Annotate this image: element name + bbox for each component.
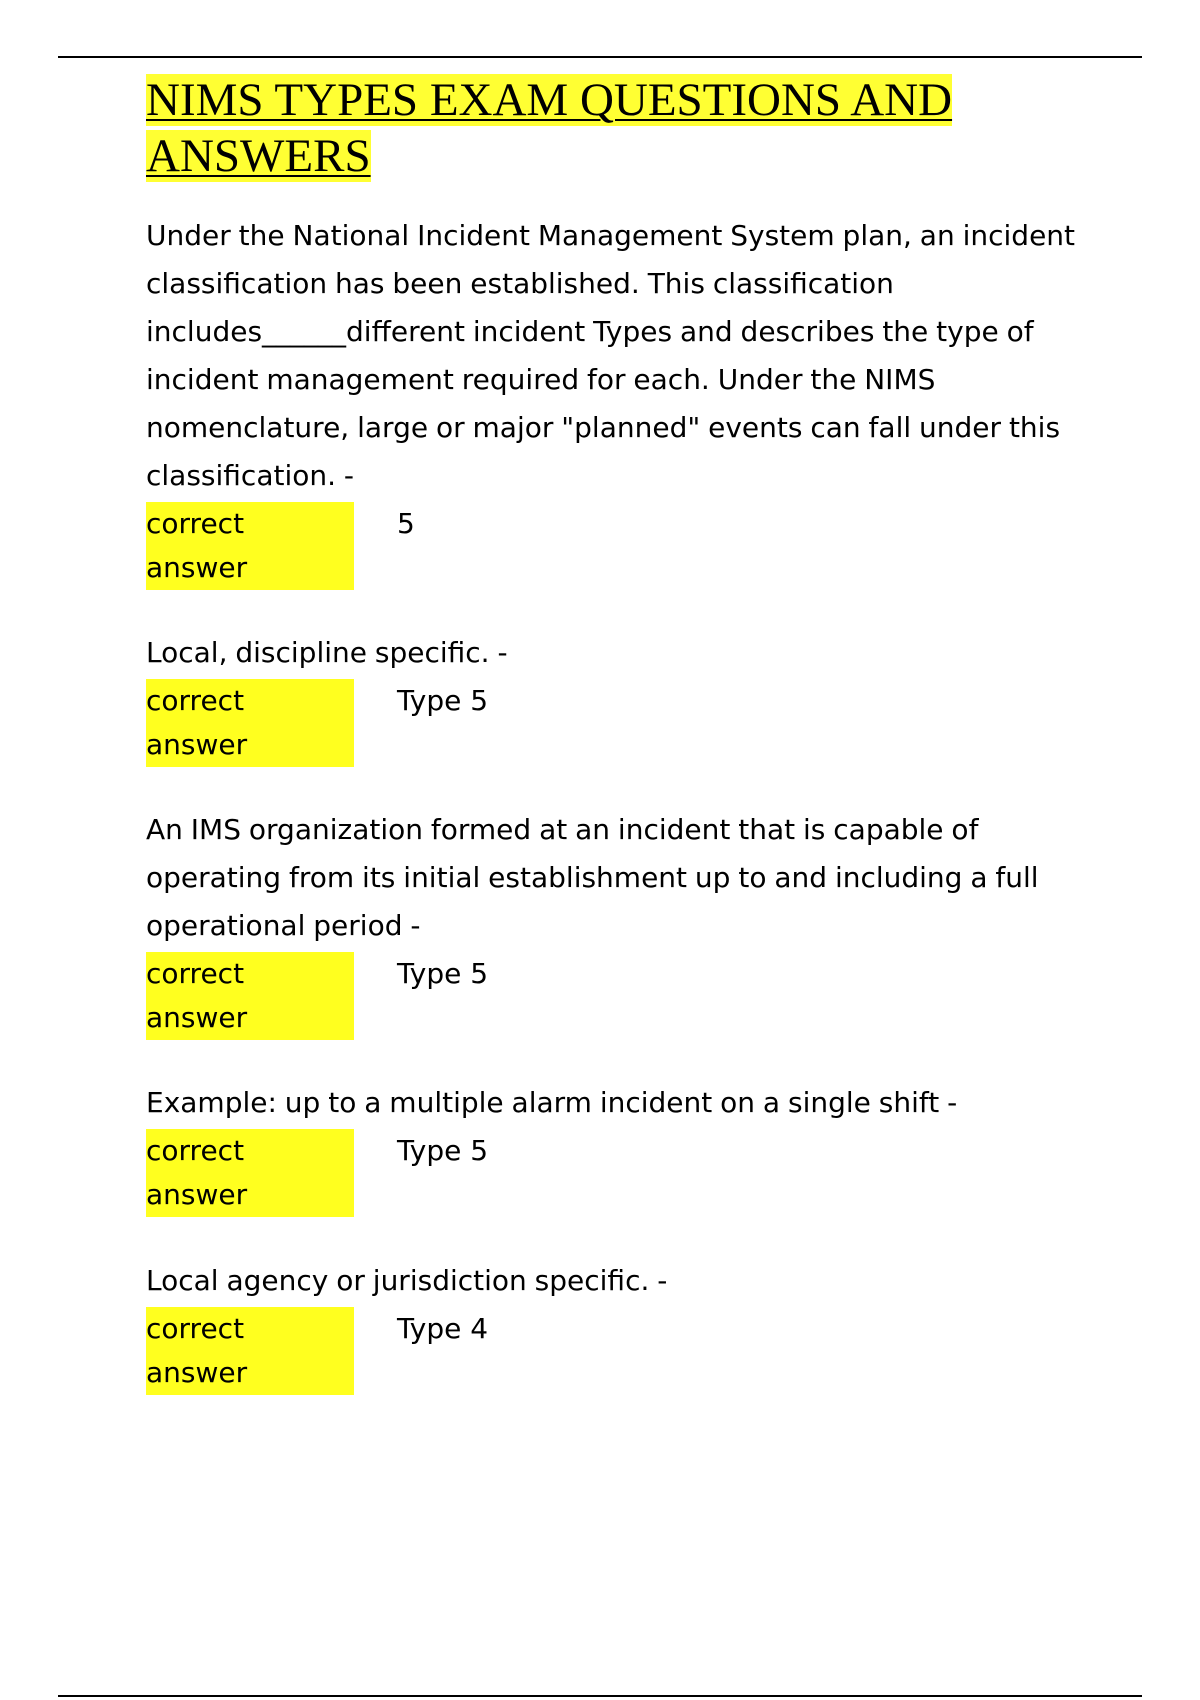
correct-answer-label: correct answer <box>146 502 354 590</box>
answer-value: Type 5 <box>397 684 489 717</box>
answer-row <box>146 500 1086 584</box>
page-title-text: NIMS TYPES EXAM QUESTIONS AND ANSWERS <box>146 74 953 182</box>
correct-answer-label: correct answer <box>146 1307 354 1395</box>
correct-answer-label: correct answer <box>146 1129 354 1217</box>
question-text: An IMS organization formed at an incident that is capable of operating from its initial establishment up to and including a full operational period - <box>146 813 1039 942</box>
answer-value: Type 5 <box>397 1134 489 1167</box>
question-text: Local agency or jurisdiction specific. - <box>146 1264 668 1297</box>
qa-item-2 <box>146 629 1086 761</box>
answer-value: Type 5 <box>397 957 489 990</box>
bottom-rule <box>58 1695 1142 1697</box>
page-title <box>146 72 1046 184</box>
question-text: Example: up to a multiple alarm incident on a single shift - <box>146 1086 958 1119</box>
question-text: Local, discipline specific. - <box>146 636 508 669</box>
answer-row <box>146 1305 1086 1389</box>
correct-answer-label: correct answer <box>146 952 354 1040</box>
qa-item-4 <box>146 1079 1086 1211</box>
qa-item-5 <box>146 1257 1086 1389</box>
qa-item-3 <box>146 806 1086 1034</box>
top-rule <box>58 56 1142 58</box>
answer-row <box>146 950 1086 1034</box>
correct-answer-label: correct answer <box>146 679 354 767</box>
answer-value: 5 <box>397 507 415 540</box>
question-text: Under the National Incident Management System plan, an incident classification has been established. This classification includes______different incident Types and describes the type of incident management required for each. Under the NIMS nomenclature, large or major "planned" events can fall under this classification. - <box>146 219 1076 492</box>
answer-row <box>146 677 1086 761</box>
qa-item-1 <box>146 212 1086 584</box>
answer-row <box>146 1127 1086 1211</box>
answer-value: Type 4 <box>397 1312 489 1345</box>
